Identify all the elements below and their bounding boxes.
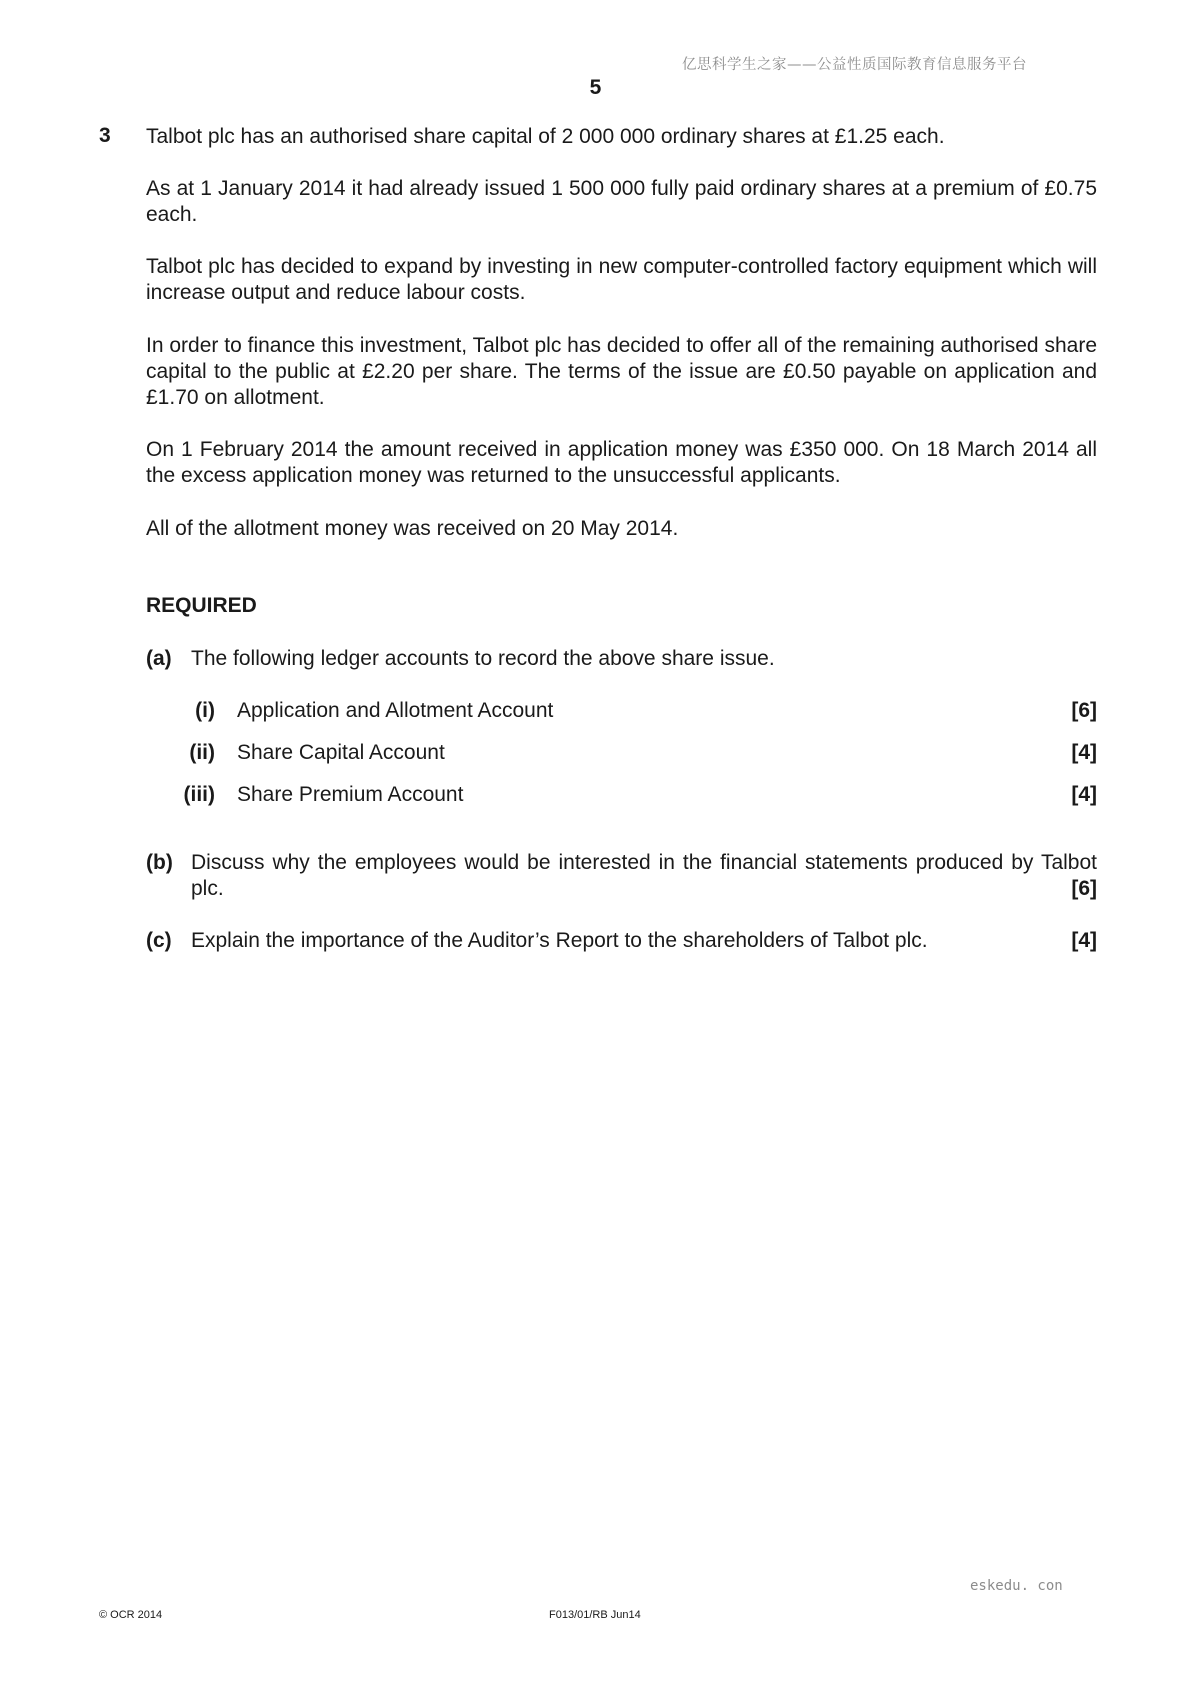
subpart-iii	[146, 782, 1097, 808]
part-c-text: Explain the importance of the Auditor’s Report to the shareholders of Talbot plc.	[191, 929, 928, 952]
question-paragraph: Talbot plc has an authorised share capital of 2 000 000 ordinary shares at £1.25 each.	[146, 125, 945, 148]
marks: [4]	[1071, 783, 1097, 806]
subpart-label: (iii)	[183, 783, 215, 806]
question-number: 3	[99, 124, 111, 147]
part-a-label: (a)	[146, 647, 172, 670]
marks: [6]	[1071, 877, 1097, 900]
question-paragraph: Talbot plc has decided to expand by investing in new computer-controlled factory equipment which will increase output and reduce labour costs.	[146, 255, 1097, 304]
part-b	[146, 850, 1097, 902]
part-a-text: The following ledger accounts to record the above share issue.	[191, 647, 775, 670]
footer-watermark: eskedu. con	[970, 1578, 1063, 1594]
subpart-label: (ii)	[189, 741, 215, 764]
question-paragraph: In order to finance this investment, Talbot plc has decided to offer all of the remaining authorised share capital to the public at £2.20 per share. The terms of the issue are £0.50 payable on application and £1.70 on allotment.	[146, 334, 1097, 409]
subpart-text: Application and Allotment Account	[237, 699, 554, 722]
part-b-label: (b)	[146, 851, 173, 874]
subpart-ii	[146, 740, 1097, 766]
subpart-text: Share Premium Account	[237, 783, 464, 806]
marks: [4]	[1071, 929, 1097, 952]
marks: [6]	[1071, 699, 1097, 722]
copyright: © OCR 2014	[99, 1609, 163, 1621]
question-paragraph: On 1 February 2014 the amount received in application money was £350 000. On 18 March 2014 all the excess application money was returned to the unsuccessful applicants.	[146, 438, 1097, 487]
subpart-label: (i)	[195, 699, 215, 722]
marks: [4]	[1071, 741, 1097, 764]
subpart-i	[146, 698, 1097, 724]
subpart-text: Share Capital Account	[237, 741, 445, 764]
question-paragraph: As at 1 January 2014 it had already issued 1 500 000 fully paid ordinary shares at a premium of £0.75 each.	[146, 177, 1097, 226]
required-heading: REQUIRED	[146, 594, 257, 617]
header-watermark: 亿思科学生之家——公益性质国际教育信息服务平台	[682, 57, 1027, 73]
part-c	[146, 928, 1097, 954]
question-paragraph: All of the allotment money was received on 20 May 2014.	[146, 517, 679, 540]
paper-code: F013/01/RB Jun14	[549, 1609, 641, 1621]
part-c-label: (c)	[146, 929, 172, 952]
part-b-text: Discuss why the employees would be interested in the financial statements produced by Talbot plc.	[191, 851, 1097, 900]
page-number: 5	[589, 76, 602, 99]
part-a	[146, 646, 1097, 672]
